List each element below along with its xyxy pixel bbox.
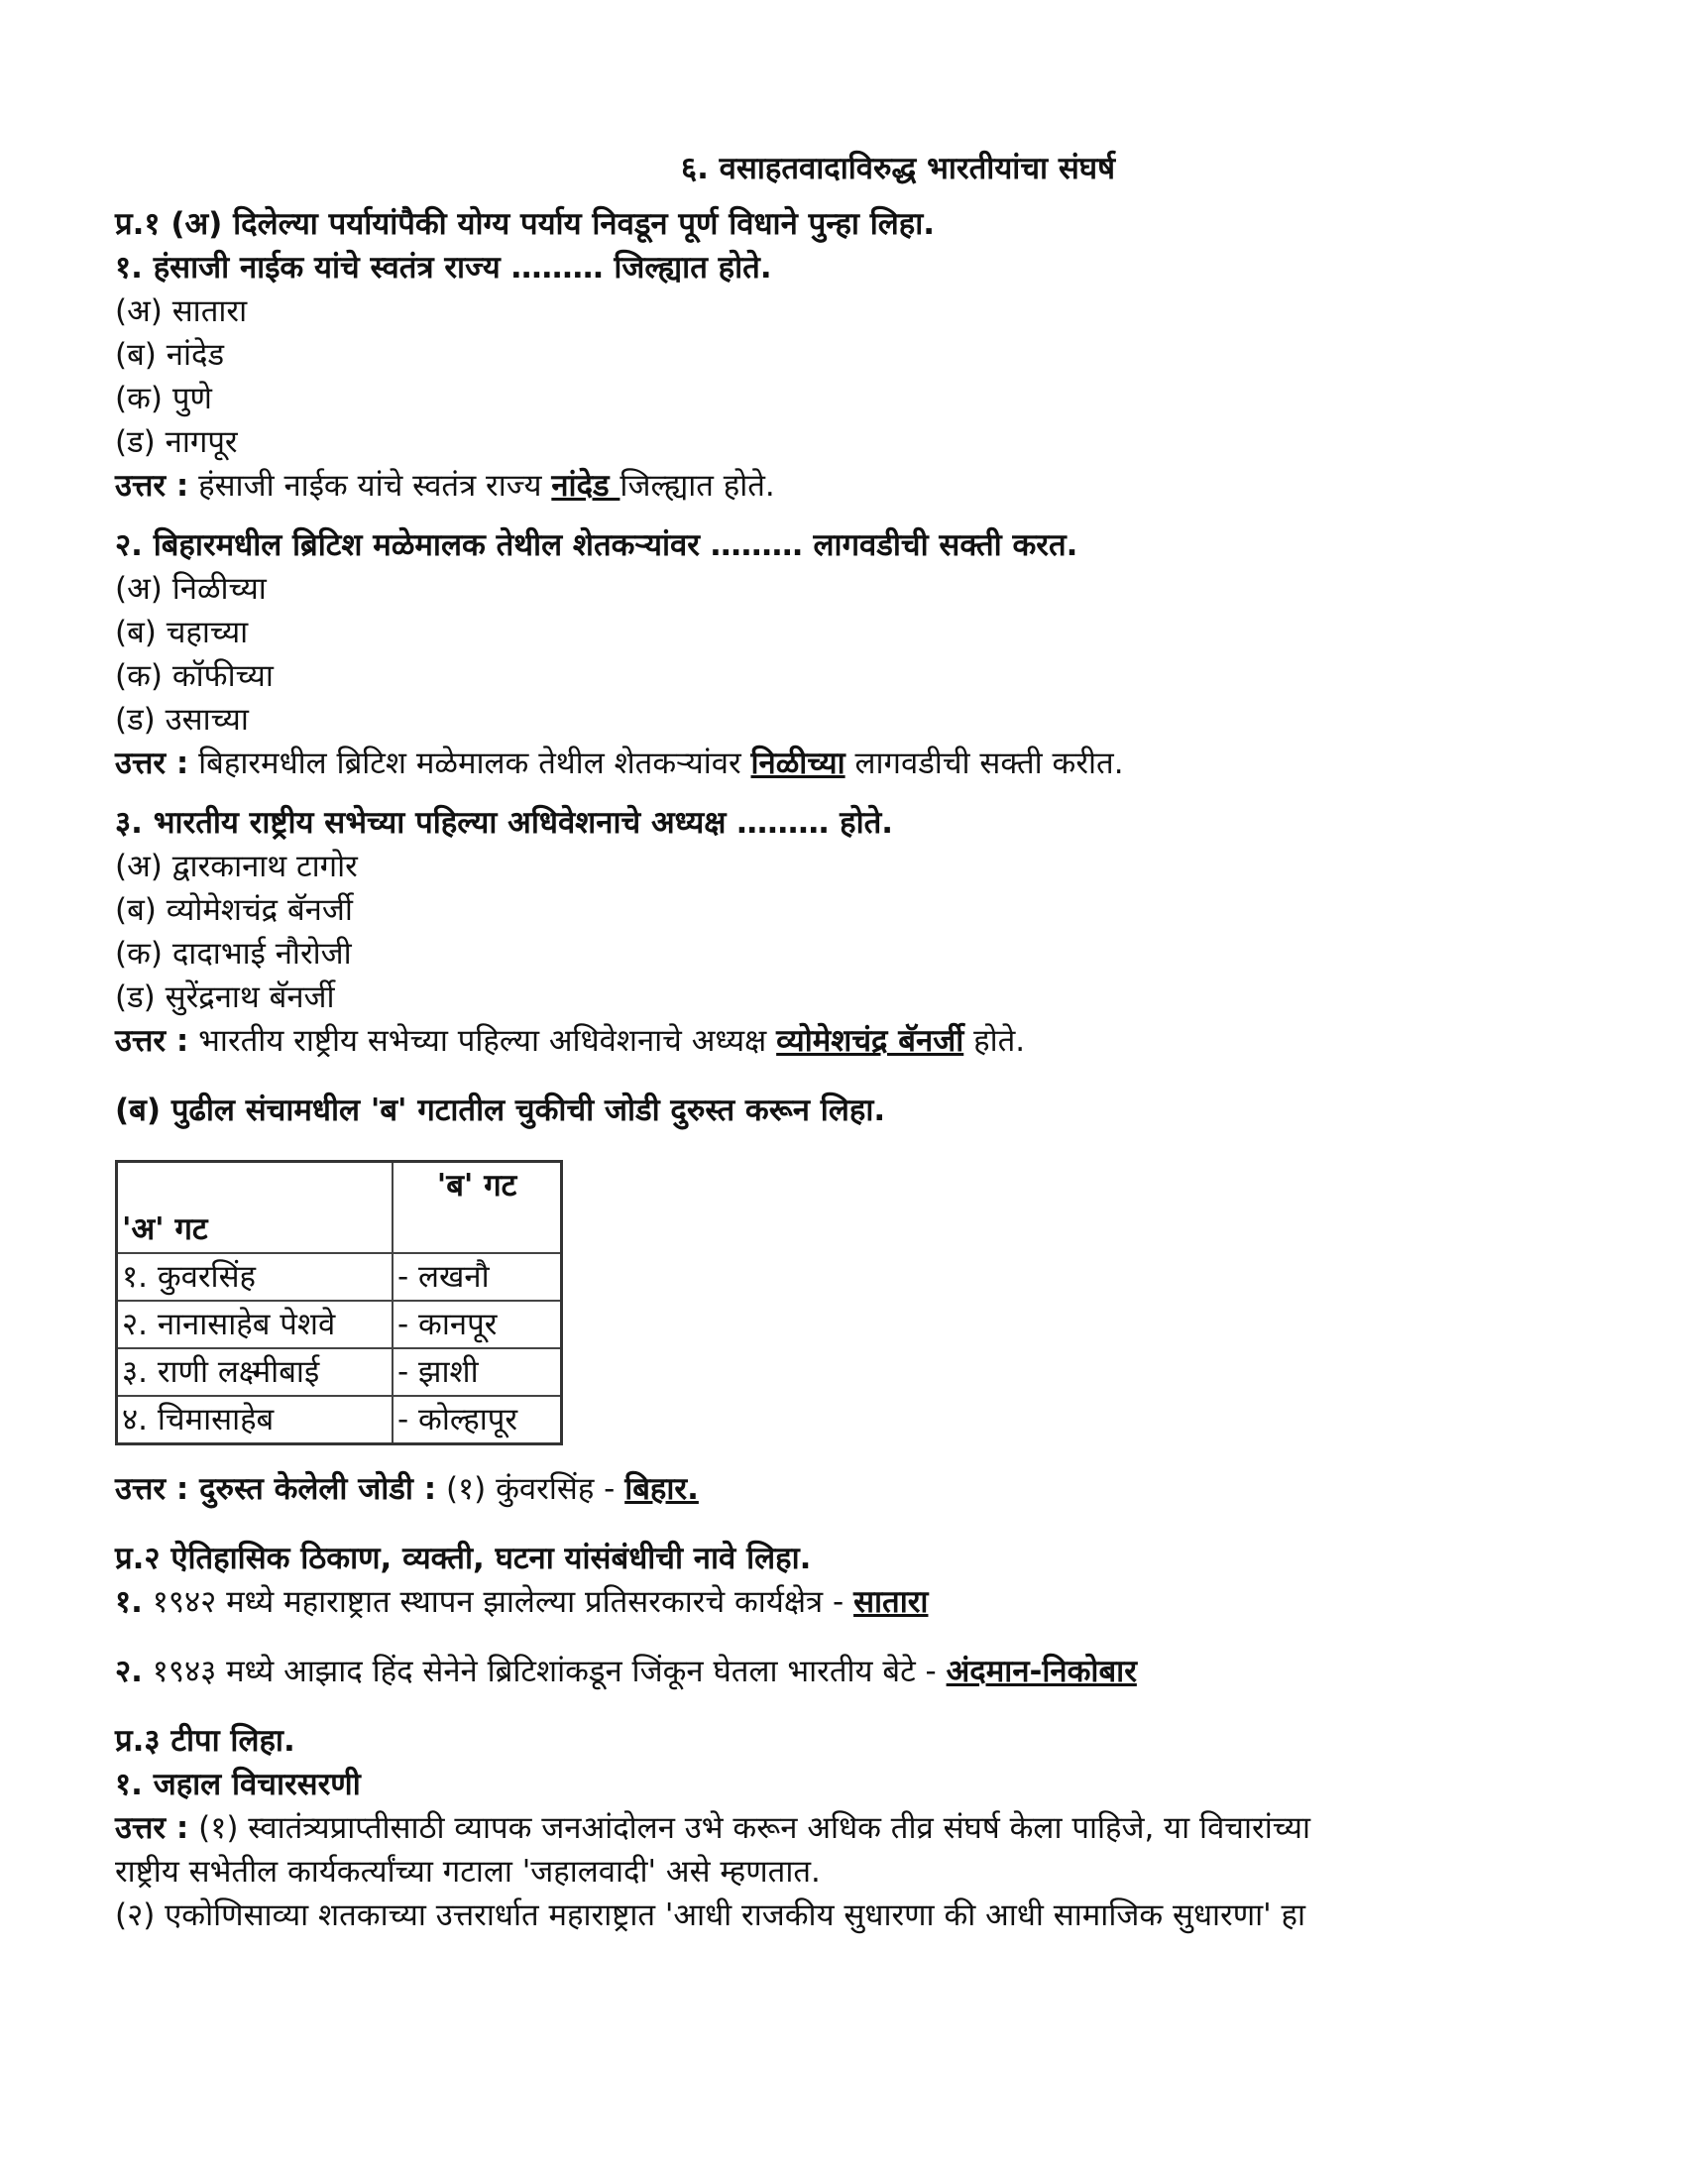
q1-item-2 [115, 523, 1562, 785]
option: (अ) द्वारकानाथ टागोर [115, 849, 358, 884]
q3-heading: प्र.३ टीपा लिहा. [115, 1723, 295, 1759]
answer-line [115, 1019, 1562, 1063]
answer-label: उत्तर : [115, 1023, 189, 1059]
q1-item-1 [115, 246, 1562, 508]
table-cell: ४. चिमासाहेब [117, 1396, 394, 1444]
answer-text: लागवडीची सक्ती करीत. [844, 746, 1124, 781]
answer-key: अंदमान-निकोबार [946, 1654, 1137, 1689]
answer-text: जिल्ह्यात होते. [619, 468, 775, 504]
option: (क) पुणे [115, 381, 212, 416]
table-row [117, 1301, 562, 1348]
question-text: ३. भारतीय राष्ट्रीय सभेच्या पहिल्या अधिवेशनाचे अध्यक्ष ……… होते. [115, 805, 894, 841]
option: (ड) नागपूर [115, 424, 238, 460]
q2-item-2 [115, 1650, 1562, 1693]
question-text: १. हंसाजी नाईक यांचे स्वतंत्र राज्य ……… जिल्ह्यात होते. [115, 250, 772, 286]
table-cell: ३. राणी लक्ष्मीबाई [117, 1348, 394, 1396]
page-cut-edge [115, 2159, 1562, 2184]
document-content [115, 147, 1562, 1937]
item-text: १९४३ मध्ये आझाद हिंद सेनेने ब्रिटिशांकडून जिंकून घेतला भारतीय बेटे - [142, 1654, 947, 1689]
answer-key: निळीच्या [750, 746, 845, 781]
table-row [117, 1348, 562, 1396]
answer-text: बिहारमधील ब्रिटिश मळेमालक तेथील शेतकऱ्यांवर [188, 746, 751, 781]
answer-label: उत्तर : दुरुस्त केलेली जोडी : [115, 1471, 437, 1507]
q2-heading: प्र.२ ऐतिहासिक ठिकाण, व्यक्ती, घटना यांसंबंधीची नावे लिहा. [115, 1541, 812, 1576]
option: (क) कॉफीच्या [115, 658, 274, 694]
answer-key: बिहार. [624, 1471, 699, 1507]
table-header-a: 'अ' गट [117, 1162, 394, 1254]
q1-heading: प्र.१ (अ) दिलेल्या पर्यायांपैकी योग्य पर्याय निवडून पूर्ण विधाने पुन्हा लिहा. [115, 206, 936, 242]
table-header-row [117, 1162, 562, 1254]
item-number: १. [115, 1584, 143, 1620]
answer-key: नांदेड [551, 468, 620, 504]
table-cell: - लखनौ [393, 1253, 562, 1301]
answer-text: होते. [963, 1023, 1026, 1059]
chapter-title: ६. वसाहतवादाविरुद्ध भारतीयांचा संघर्ष [680, 151, 1116, 186]
q3-para-1 [115, 1806, 1562, 1850]
item-number: २. [115, 1654, 143, 1689]
match-table [115, 1160, 563, 1445]
answer-text: हंसाजी नाईक यांचे स्वतंत्र राज्य [188, 468, 552, 504]
option: (अ) निळीच्या [115, 571, 267, 607]
option: (ब) व्योमेशचंद्र बॅनर्जी [115, 892, 353, 928]
option: (ब) नांदेड [115, 337, 225, 373]
table-row [117, 1253, 562, 1301]
table-cell: - कानपूर [393, 1301, 562, 1348]
answer-label: उत्तर : [115, 1810, 189, 1846]
para-text: (१) स्वातंत्र्यप्राप्तीसाठी व्यापक जनआंदोलन उभे करून अधिक तीव्र संघर्ष केला पाहिजे, या विचारांच्या [188, 1810, 1311, 1846]
option: (ब) चहाच्या [115, 615, 249, 650]
option: (अ) सातारा [115, 293, 248, 329]
table-cell: - झाशी [393, 1348, 562, 1396]
item-text: १९४२ मध्ये महाराष्ट्रात स्थापन झालेल्या प्रतिसरकारचे कार्यक्षेत्र - [142, 1584, 854, 1620]
option: (ड) उसाच्या [115, 702, 249, 738]
answer-text: भारतीय राष्ट्रीय सभेच्या पहिल्या अधिवेशनाचे अध्यक्ष [188, 1023, 777, 1059]
q1b-heading: (ब) पुढील संचामधील 'ब' गटातील चुकीची जोडी दुरुस्त करून लिहा. [115, 1092, 886, 1128]
table-cell: १. कुवरसिंह [117, 1253, 394, 1301]
option: (क) दादाभाई नौरोजी [115, 936, 352, 972]
answer-label: उत्तर : [115, 468, 189, 504]
q1-item-3 [115, 801, 1562, 1063]
q3-subheading: १. जहाल विचारसरणी [115, 1767, 361, 1802]
answer-key: सातारा [853, 1584, 929, 1620]
answer-label: उत्तर : [115, 746, 189, 781]
table-row [117, 1396, 562, 1444]
q3-para-2: (२) एकोणिसाव्या शतकाच्या उत्तरार्धात महाराष्ट्रात 'आधी राजकीय सुधारणा की आधी सामाजिक सुधारणा' हा [115, 1897, 1306, 1933]
answer-key: व्योमेशचंद्र बॅनर्जी [776, 1023, 964, 1059]
option: (ड) सुरेंद्रनाथ बॅनर्जी [115, 979, 335, 1015]
q2-item-1 [115, 1580, 1562, 1624]
table-header-b: 'ब' गट [393, 1162, 562, 1254]
table-cell: २. नानासाहेब पेशवे [117, 1301, 394, 1348]
answer-line [115, 1467, 1562, 1511]
question-text: २. बिहारमधील ब्रिटिश मळेमालक तेथील शेतकऱ्यांवर ……… लागवडीची सक्ती करत. [115, 527, 1078, 563]
answer-line [115, 742, 1562, 785]
table-cell: - कोल्हापूर [393, 1396, 562, 1444]
q3-para-1-cont: राष्ट्रीय सभेतील कार्यकर्त्यांच्या गटाला 'जहालवादी' असे म्हणतात. [115, 1854, 821, 1890]
answer-line [115, 464, 1562, 508]
answer-text: (१) कुंवरसिंह - [436, 1471, 625, 1507]
